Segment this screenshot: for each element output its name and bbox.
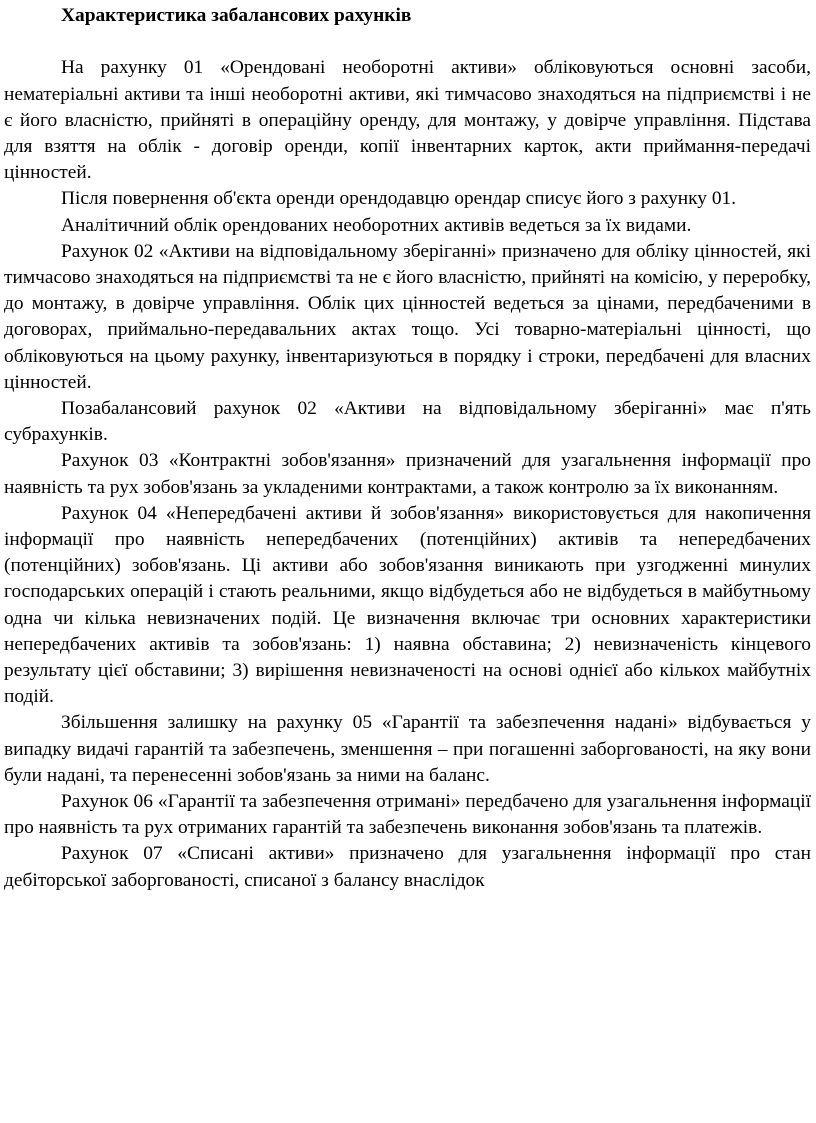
- paragraph-account-03: Рахунок 03 «Контрактні зобов'язання» призначений для узагальнення інформації про наявність та рух зобов'язань за укладеними контрактами, а також контролю за їх виконанням.: [4, 450, 811, 498]
- paragraph-account-05: Збільшення залишку на рахунку 05 «Гарантії та забезпечення надані» відбувається у випадку видачі гарантій та забезпечень, зменшення – при погашенні заборгованості, на яку вони були надані, та перенесенні зобов'язань за ними на баланс.: [4, 712, 811, 786]
- paragraph-account-06: Рахунок 06 «Гарантії та забезпечення отримані» передбачено для узагальнення інформації про наявність та рух отриманих гарантій та забезпечень виконання зобов'язань та платежів.: [4, 791, 811, 839]
- paragraph-account-02: Рахунок 02 «Активи на відповідальному зберіганні» призначено для обліку цінностей, які тимчасово знаходяться на підприємстві та не є його власністю, прийняті на комісію, у переробку, до монтажу, в довірче управління. Облік цих цінностей ведеться за цінами, передбаченими в договорах, приймально-передавальних актах тощо. Усі товарно-матеріальні цінності, що обліковуються на цьому рахунку, інвентаризуються в порядку і строки, передбачені для власних цінностей.: [4, 240, 811, 393]
- paragraph-analytic-accounting: Аналітичний облік орендованих необоротних активів ведеться за їх видами.: [61, 214, 692, 236]
- paragraph-account-04: Рахунок 04 «Непередбачені активи й зобов'язання» використовується для накопичення інформації про наявність непередбачених (потенційних) активів та непередбачених (потенційних) зобов'язань. Ці активи або зобов'язання виникають при узгодженні минулих господарських операцій і стають реальними, якщо відбудеться або не відбудеться в майбутньому одна чи кілька невизначених подій. Це визначення включає три основних характеристики непередбачених активів та зобов'язань: 1) наявна обставина; 2) невизначеність кінцевого результату цієї обставини; 3) вирішення невизначеності на основі однієї або кількох майбутніх подій.: [4, 502, 811, 708]
- paragraph-account-02-subaccounts: Позабалансовий рахунок 02 «Активи на відповідальному зберіганні» має п'ять субрахунків.: [4, 398, 811, 446]
- paragraph-account-07: Рахунок 07 «Списані активи» призначено для узагальнення інформації про стан дебіторської заборгованості, списаної з балансу внаслідок: [4, 843, 811, 891]
- document-title: Характеристика забалансових рахунків: [61, 5, 412, 26]
- paragraph-return-lease: Після повернення об'єкта оренди орендодавцю орендар списує його з рахунку 01.: [61, 188, 737, 210]
- paragraph-account-01: На рахунку 01 «Орендовані необоротні активи» обліковуються основні засоби, нематеріальні активи та інші необоротні активи, які тимчасово знаходяться на підприємстві і не є його власністю, прийняті в операційну оренду, для монтажу, у довірче управління. Підстава для взяття на облік - договір оренди, копії інвентарних карток, акти приймання-передачі цінностей.: [4, 57, 811, 184]
